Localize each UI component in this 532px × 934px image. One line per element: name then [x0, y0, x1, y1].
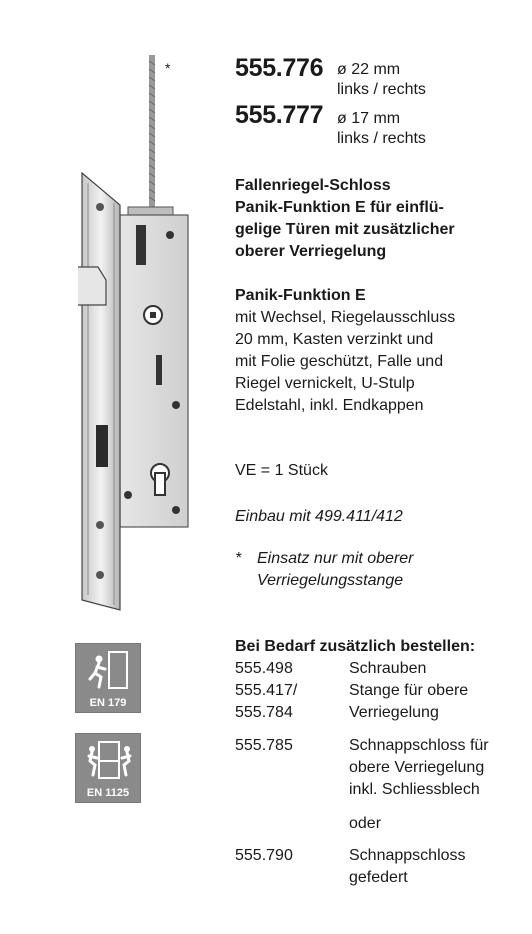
accessory-number: 555.790	[235, 847, 293, 864]
feature-heading: Panik-Funktion E	[235, 287, 366, 304]
feature-line: 20 mm, Kasten verzinkt und	[235, 331, 434, 348]
accessory-description: Verriegelung	[349, 704, 439, 721]
single-exit-icon	[85, 649, 131, 695]
packaging-unit: VE = 1 Stück	[235, 462, 328, 479]
panic-exit-icon	[85, 739, 133, 785]
accessory-description	[349, 735, 529, 801]
rod-asterisk: *	[165, 60, 171, 76]
product-555776	[235, 54, 323, 83]
title-line: gelige Türen mit zusätzlicher	[235, 221, 455, 238]
description-line: Schnappschloss	[349, 847, 466, 864]
description-line: obere Verriegelung	[349, 759, 485, 776]
diameter-text: ø 17 mm	[337, 110, 401, 127]
badge-label: EN 1125	[86, 787, 130, 799]
accessory-number: 555.417/	[235, 682, 298, 699]
description-line: Schnappschloss für	[349, 737, 489, 754]
badge-label: EN 179	[89, 697, 127, 709]
lock-product-image	[78, 55, 198, 615]
article-number: 555.777	[235, 101, 324, 129]
en179-badge	[75, 643, 141, 713]
side-text: links / rechts	[337, 130, 426, 147]
accessory-description: Stange für obere	[349, 682, 469, 699]
accessory-description	[349, 845, 529, 889]
footnote-line: Verriegelungsstange	[257, 572, 404, 589]
product-title	[235, 175, 525, 263]
product-555777	[235, 101, 323, 130]
feature-line: mit Folie geschützt, Falle und	[235, 353, 444, 370]
feature-description	[235, 285, 525, 417]
article-number: 555.776	[235, 54, 324, 82]
title-line: oberer Verriegelung	[235, 243, 387, 260]
footnote-line: Einsatz nur mit oberer	[257, 550, 414, 567]
product-555777-specs	[337, 109, 426, 149]
description-line: gefedert	[349, 869, 408, 886]
footnote	[235, 548, 525, 592]
installation-note: Einbau mit 499.411/412	[235, 508, 403, 525]
feature-line: mit Wechsel, Riegelausschluss	[235, 309, 456, 326]
accessory-number: 555.498	[235, 660, 293, 677]
accessory-description: Schrauben	[349, 660, 427, 677]
accessory-description: oder	[349, 815, 382, 832]
accessories-heading: Bei Bedarf zusätzlich bestellen:	[235, 638, 476, 655]
en1125-badge	[75, 733, 141, 803]
lock-illustration	[78, 55, 198, 615]
title-line: Panik-Funktion E für einflü-	[235, 199, 444, 216]
diameter-text: ø 22 mm	[337, 61, 401, 78]
feature-line: Edelstahl, inkl. Endkappen	[235, 397, 424, 414]
title-line: Fallenriegel-Schloss	[235, 177, 391, 194]
footnote-marker: *	[235, 550, 242, 567]
side-text: links / rechts	[337, 81, 426, 98]
accessory-number: 555.785	[235, 737, 293, 754]
accessory-number: 555.784	[235, 704, 293, 721]
description-line: inkl. Schliessblech	[349, 781, 480, 798]
feature-line: Riegel vernickelt, U-Stulp	[235, 375, 415, 392]
product-555776-specs	[337, 60, 426, 100]
